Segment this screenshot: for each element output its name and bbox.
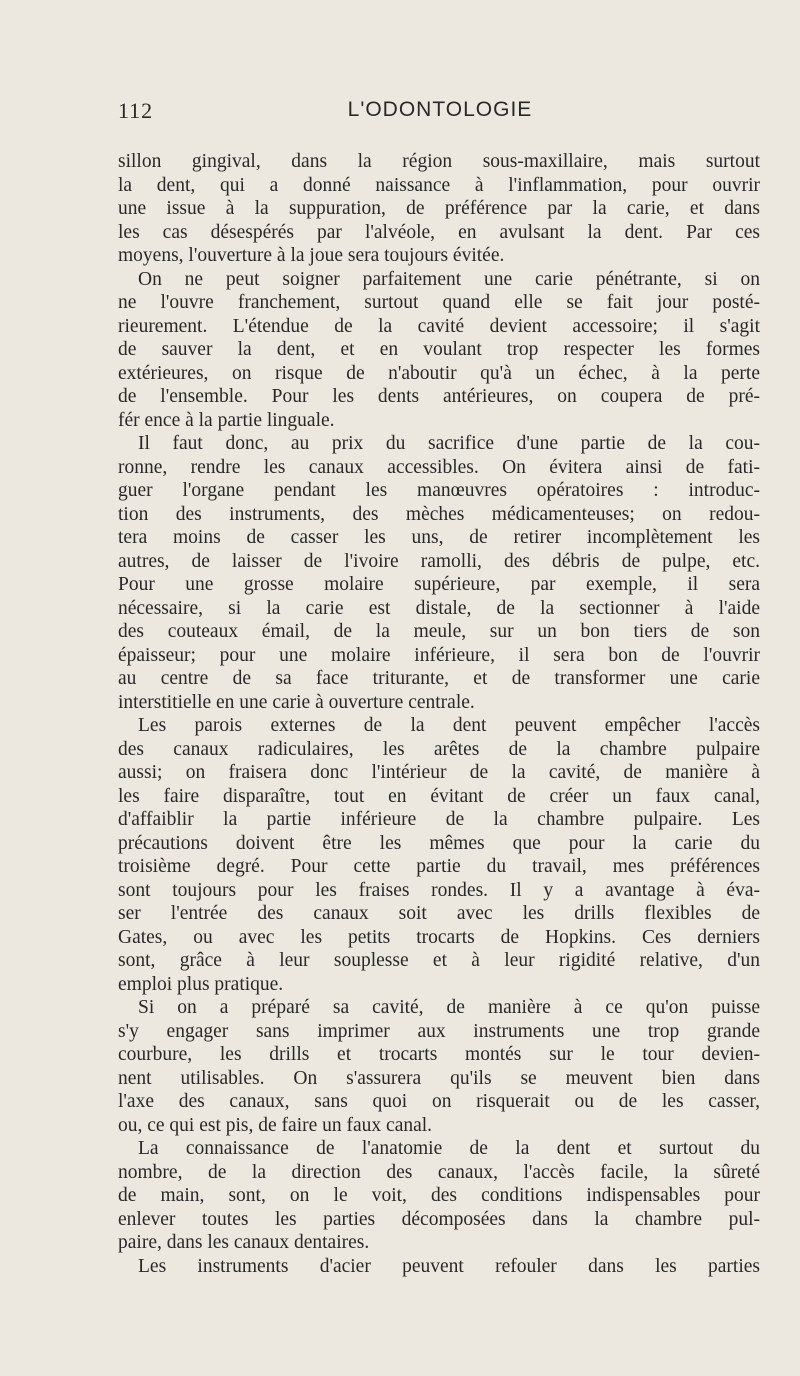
text-line: sillon gingival, dans la région sous-maxillaire, mais surtout (118, 151, 760, 172)
text-line: enlever toutes les parties décomposées dans la chambre pul- (118, 1208, 760, 1230)
text-line: rieurement. L'étendue de la cavité devient accessoire; il s'agit (118, 315, 760, 337)
running-title: L'ODONTOLOGIE (347, 98, 533, 121)
body-text (118, 150, 760, 1278)
text-line: ou, ce qui est pis, de faire un faux canal. (118, 1114, 433, 1136)
text-line: nécessaire, si la carie est distale, de la sectionner à l'aide (118, 597, 760, 619)
text-line: Si on a préparé sa cavité, de manière à ce qu'on puisse (138, 997, 760, 1018)
text-line: Gates, ou avec les petits trocarts de Hopkins. Ces derniers (118, 926, 760, 948)
text-line: guer l'organe pendant les manœuvres opératoires : introduc- (118, 480, 760, 501)
text-line: courbure, les drills et trocarts montés sur le tour devien- (118, 1044, 760, 1065)
text-line: précautions doivent être les mêmes que pour la carie du (118, 832, 760, 854)
text-line: sont, grâce à leur souplesse et à leur rigidité relative, d'un (118, 950, 760, 971)
text-line: La connaissance de l'anatomie de la dent et surtout du (138, 1138, 760, 1159)
text-line: de sauver la dent, et en voulant trop respecter les formes (118, 339, 760, 360)
text-line: au centre de sa face triturante, et de transformer une carie (118, 668, 760, 689)
text-line: sont toujours pour les fraises rondes. Il y a avantage à éva- (118, 879, 760, 901)
text-line: d'affaiblir la partie inférieure de la chambre pulpaire. Les (118, 809, 760, 830)
text-line: troisième degré. Pour cette partie du travail, mes préférences (118, 856, 760, 877)
text-line: la dent, qui a donné naissance à l'inflammation, pour ouvrir (118, 174, 760, 196)
text-line: les cas désespérés par l'alvéole, en avulsant la dent. Par ces (118, 221, 760, 243)
text-line: ne l'ouvre franchement, surtout quand elle se fait jour posté- (118, 292, 760, 313)
text-line: Il faut donc, au prix du sacrifice d'une partie de la cou- (138, 433, 760, 454)
text-line: épaisseur; pour une molaire inférieure, il sera bon de l'ouvrir (118, 644, 760, 666)
text-line: fér ence à la partie linguale. (118, 409, 335, 431)
text-line: ser l'entrée des canaux soit avec les drills flexibles de (118, 903, 760, 924)
text-line: extérieures, on risque de n'aboutir qu'à un échec, à la perte (118, 362, 760, 384)
text-line: des couteaux émail, de la meule, sur un bon tiers de son (118, 621, 760, 642)
text-line: paire, dans les canaux dentaires. (118, 1232, 370, 1253)
text-line: tera moins de casser les uns, de retirer incomplètement les (118, 527, 760, 548)
text-line: ronne, rendre les canaux accessibles. On évitera ainsi de fati- (118, 456, 760, 478)
text-line: interstitielle en une carie à ouverture centrale. (118, 691, 475, 713)
text-line: nent utilisables. On s'assurera qu'ils se meuvent bien dans (118, 1067, 760, 1089)
text-line: autres, de laisser de l'ivoire ramolli, des débris de pulpe, etc. (118, 550, 760, 572)
text-line: Les parois externes de la dent peuvent empêcher l'accès (138, 715, 760, 736)
text-line: de l'ensemble. Pour les dents antérieures, on coupera de pré- (118, 386, 760, 407)
text-line: de main, sont, on le voit, des conditions indispensables pour (118, 1185, 760, 1206)
text-line: nombre, de la direction des canaux, l'accès facile, la sûreté (118, 1161, 760, 1183)
text-line: une issue à la suppuration, de préférence par la carie, et dans (118, 198, 760, 219)
text-line: des canaux radiculaires, les arêtes de la chambre pulpaire (118, 738, 760, 760)
text-line: les faire disparaître, tout en évitant de créer un faux canal, (118, 785, 760, 807)
text-line: tion des instruments, des mèches médicamenteuses; on redou- (118, 503, 760, 525)
text-line: aussi; on fraisera donc l'intérieur de la cavité, de manière à (118, 762, 760, 783)
text-line: moyens, l'ouverture à la joue sera toujours évitée. (118, 245, 505, 266)
text-line: On ne peut soigner parfaitement une carie pénétrante, si on (138, 268, 760, 290)
text-line: Pour une grosse molaire supérieure, par exemple, il sera (118, 574, 760, 595)
text-line: emploi plus pratique. (118, 973, 284, 995)
page-number: 112 (118, 98, 154, 123)
text-line: l'axe des canaux, sans quoi on risquerait ou de les casser, (118, 1091, 760, 1112)
text-line: Les instruments d'acier peuvent refouler dans les parties (138, 1255, 760, 1277)
page-header (118, 98, 762, 128)
text-line: s'y engager sans imprimer aux instruments une trop grande (118, 1020, 760, 1042)
